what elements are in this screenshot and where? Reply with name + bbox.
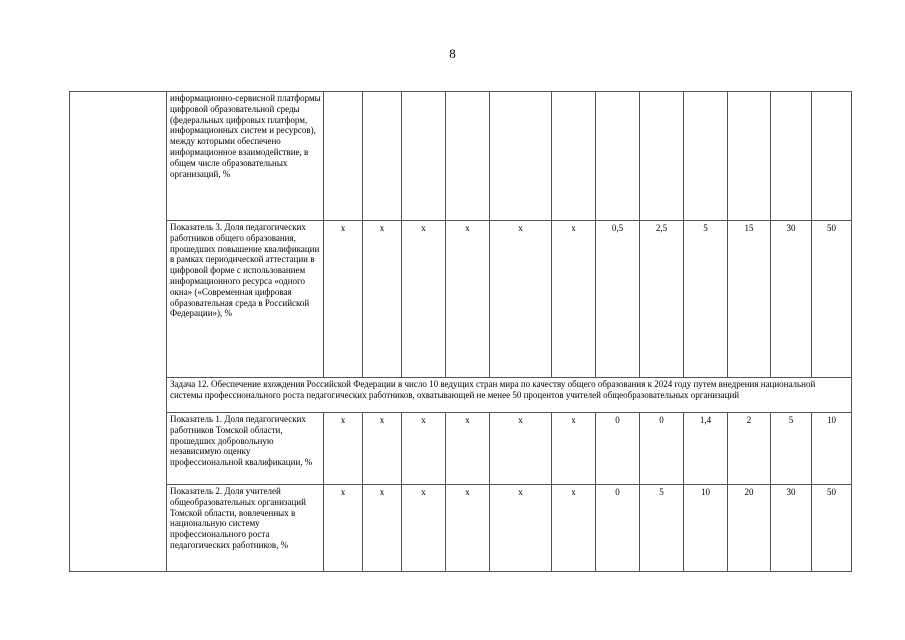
value-cell: 0 — [596, 485, 640, 572]
value-cell: 1,4 — [684, 413, 728, 485]
value-cell: 5 — [771, 413, 812, 485]
value-cell: 0,5 — [596, 221, 640, 378]
value-cell — [446, 92, 490, 221]
value-cell: 2 — [728, 413, 771, 485]
indicator-label: Показатель 2. Доля учителей общеобразовательных организаций Томской области, вовлеченных в национальную систему профессионального роста педагогических работников, % — [167, 485, 324, 572]
task-description: Задача 12. Обеспечение вхождения Российской Федерации в число 10 ведущих стран мира по качеству общего образования к 2024 году путем внедрения национальной системы профессионального роста педагогических работников, охватывающей не менее 50 процентов учителей общеобразовательных организаций — [167, 378, 852, 413]
value-cell: x — [446, 413, 490, 485]
value-cell: 15 — [728, 221, 771, 378]
value-cell: 50 — [812, 485, 852, 572]
value-cell — [596, 92, 640, 221]
value-cell: x — [324, 413, 363, 485]
value-cell: 5 — [684, 221, 728, 378]
value-cell: x — [490, 485, 552, 572]
value-cell: 0 — [640, 413, 684, 485]
value-cell: x — [552, 221, 596, 378]
value-cell: 10 — [812, 413, 852, 485]
value-cell: x — [552, 413, 596, 485]
value-cell: 20 — [728, 485, 771, 572]
table-row — [70, 413, 852, 485]
value-cell: 30 — [771, 485, 812, 572]
page-number: 8 — [449, 46, 456, 61]
task-row — [70, 378, 852, 413]
value-cell: x — [363, 485, 402, 572]
value-cell — [363, 92, 402, 221]
value-cell: 0 — [596, 413, 640, 485]
indicator-label: Показатель 1. Доля педагогических работников Томской области, прошедших добровольную независимую оценку профессиональной квалификации, % — [167, 413, 324, 485]
value-cell: x — [324, 221, 363, 378]
blank-first-column-cell — [70, 92, 167, 572]
indicator-label: информационно-сервисной платформы цифровой образовательной среды (федеральных цифровых платформ, информационных систем и ресурсов), между которыми обеспечено информационное взаимодействие, в общем числе образовательных организаций, % — [167, 92, 324, 221]
value-cell — [812, 92, 852, 221]
value-cell: x — [402, 413, 446, 485]
indicator-label: Показатель 3. Доля педагогических работников общего образования, прошедших повышение квалификации в рамках периодической аттестации в цифровой форме с использованием информационного ресурса «одного окна» («Современная цифровая образовательная среда в Российской Федерации»), % — [167, 221, 324, 378]
value-cell — [684, 92, 728, 221]
table-row — [70, 485, 852, 572]
value-cell: x — [402, 221, 446, 378]
value-cell: x — [490, 413, 552, 485]
value-cell: 30 — [771, 221, 812, 378]
value-cell — [771, 92, 812, 221]
value-cell: 10 — [684, 485, 728, 572]
value-cell: x — [363, 221, 402, 378]
value-cell: x — [446, 221, 490, 378]
value-cell — [324, 92, 363, 221]
value-cell — [552, 92, 596, 221]
value-cell: 50 — [812, 221, 852, 378]
value-cell — [490, 92, 552, 221]
value-cell: x — [446, 485, 490, 572]
value-cell: x — [324, 485, 363, 572]
value-cell — [728, 92, 771, 221]
value-cell: 2,5 — [640, 221, 684, 378]
value-cell: x — [363, 413, 402, 485]
value-cell — [402, 92, 446, 221]
table-row — [70, 221, 852, 378]
value-cell: x — [552, 485, 596, 572]
value-cell: x — [490, 221, 552, 378]
table-row — [70, 92, 852, 221]
value-cell — [640, 92, 684, 221]
value-cell: 5 — [640, 485, 684, 572]
value-cell: x — [402, 485, 446, 572]
indicators-table — [69, 91, 852, 572]
